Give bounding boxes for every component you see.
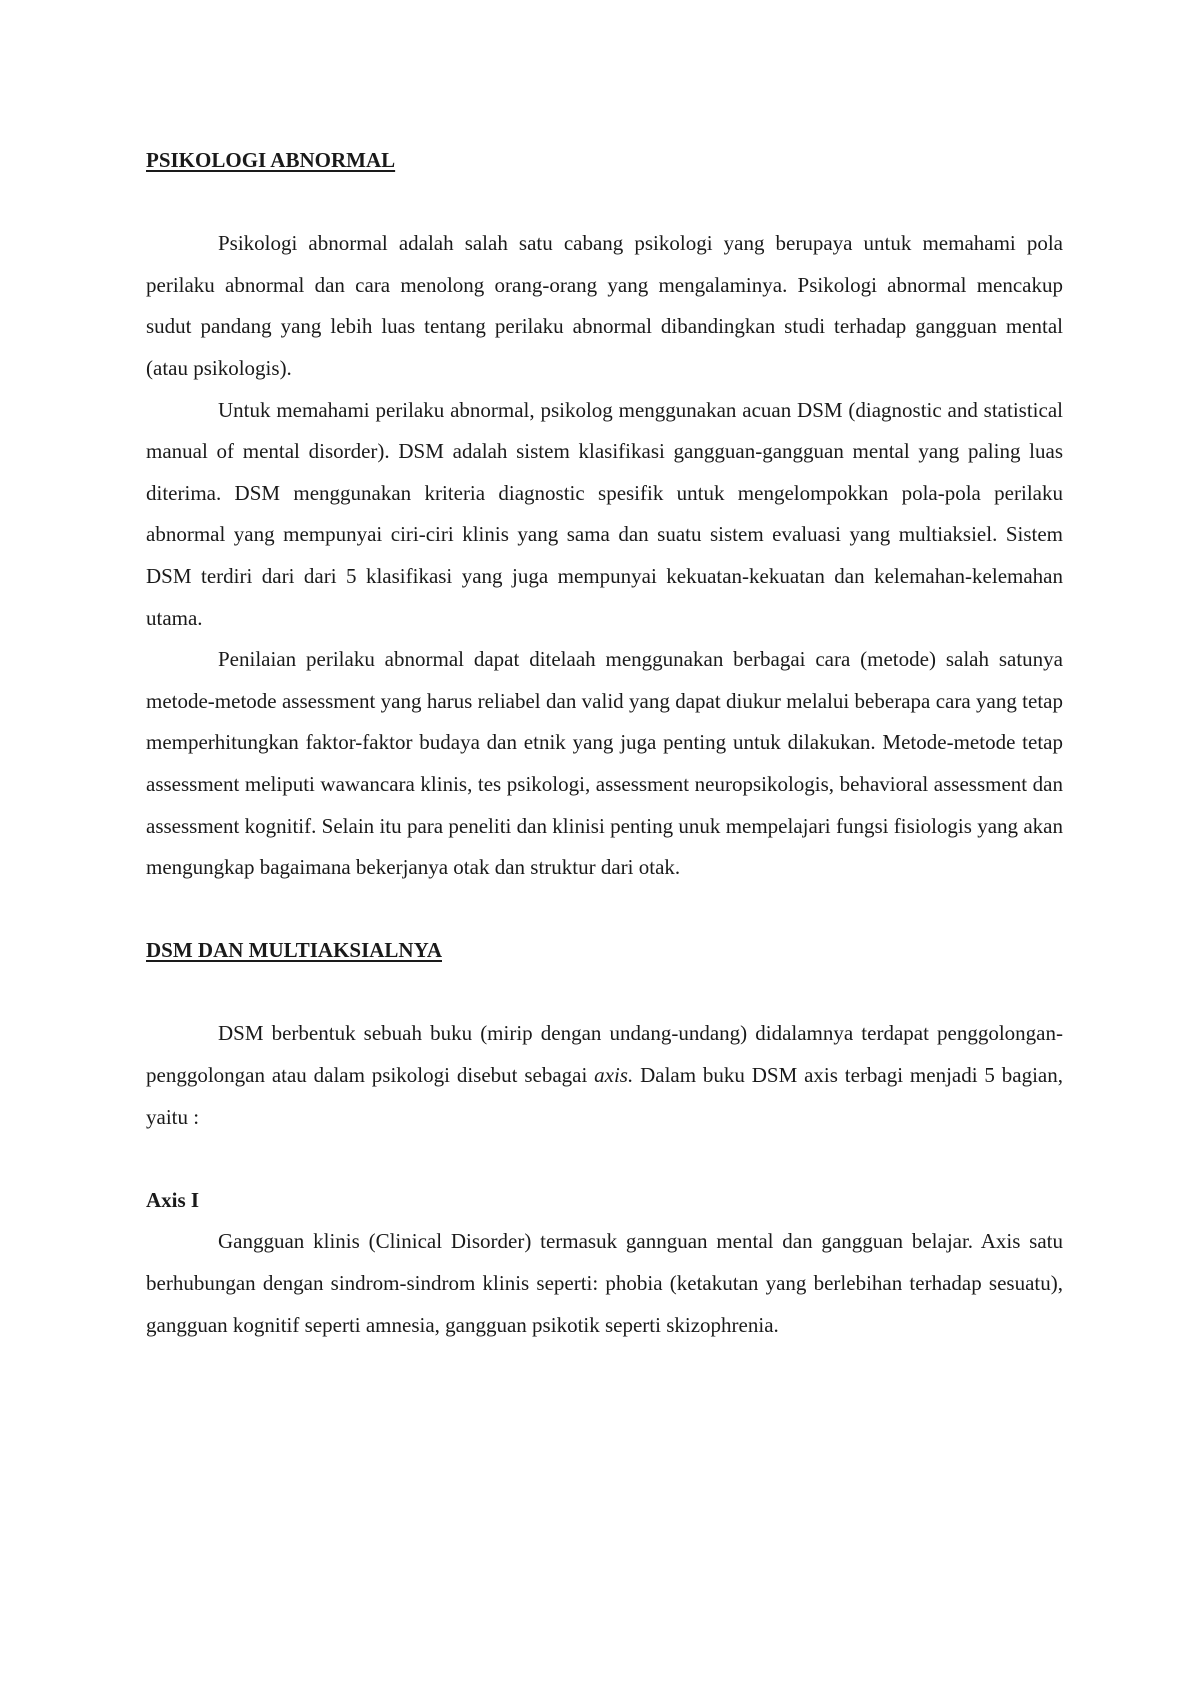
paragraph-axis-1: Gangguan klinis (Clinical Disorder) termasuk gannguan mental dan gangguan belajar. Axis satu berhubungan dengan sindrom-sindrom klinis seperti: phobia (ketakutan yang berlebihan terhadap sesuatu), gangguan kognitif seperti amnesia, gangguan psikotik seperti skizophrenia. <box>146 1229 1063 1337</box>
paragraph-definition: Psikologi abnormal adalah salah satu cabang psikologi yang berupaya untuk memahami pola perilaku abnormal dan cara menolong orang-orang yang mengalaminya. Psikologi abnormal mencakup sudut pandang yang lebih luas tentang perilaku abnormal dibandingkan studi terhadap gangguan mental (atau psikologis). <box>146 231 1063 380</box>
section-title-psikologi-abnormal: PSIKOLOGI ABNORMAL <box>146 148 396 172</box>
paragraph-dsm-book <box>146 1013 1063 1138</box>
paragraph-dsm-book-text-2: Dalam buku DSM axis terbagi menjadi 5 bagian, yaitu : <box>146 1063 1063 1129</box>
spacer <box>146 972 1063 1014</box>
spacer <box>146 889 1063 931</box>
spacer <box>146 1138 1063 1180</box>
axis-term: axis. <box>594 1063 634 1088</box>
paragraph-dsm-book-text-1: DSM berbentuk sebuah buku (mirip dengan undang-undang) didalamnya terdapat penggolongan-penggolongan atau dalam psikologi disebut sebagai <box>146 1021 1063 1088</box>
paragraph-dsm-intro: Untuk memahami perilaku abnormal, psikolog menggunakan acuan DSM (diagnostic and statistical manual of mental disorder). DSM adalah sistem klasifikasi gangguan-gangguan mental yang paling luas diterima. DSM menggunakan kriteria diagnostic spesifik untuk mengelompokkan pola-pola perilaku abnormal yang mempunyai ciri-ciri klinis yang sama dan suatu sistem evaluasi yang multiaksiel. Sistem DSM terdiri dari dari 5 klasifikasi yang juga mempunyai kekuatan-kekuatan dan kelemahan-kelemahan utama. <box>146 397 1063 630</box>
spacer <box>146 182 1063 224</box>
section-title-axis-1: Axis I <box>146 1187 200 1212</box>
section-title-dsm-multiaksial: DSM DAN MULTIAKSIALNYA <box>146 938 442 963</box>
paragraph-assessment: Penilaian perilaku abnormal dapat ditelaah menggunakan berbagai cara (metode) salah satunya metode-metode assessment yang harus reliabel dan valid yang dapat diukur melalui beberapa cara yang tetap memperhitungkan faktor-faktor budaya dan etnik yang juga penting untuk dilakukan. Metode-metode tetap assessment meliputi wawancara klinis, tes psikologi, assessment neuropsikologis, behavioral assessment dan assessment kognitif. Selain itu para peneliti dan klinisi penting unuk mempelajari fungsi fisiologis yang akan mengungkap bagaimana bekerjanya otak dan struktur dari otak. <box>146 647 1063 880</box>
document-page <box>146 140 1063 1346</box>
